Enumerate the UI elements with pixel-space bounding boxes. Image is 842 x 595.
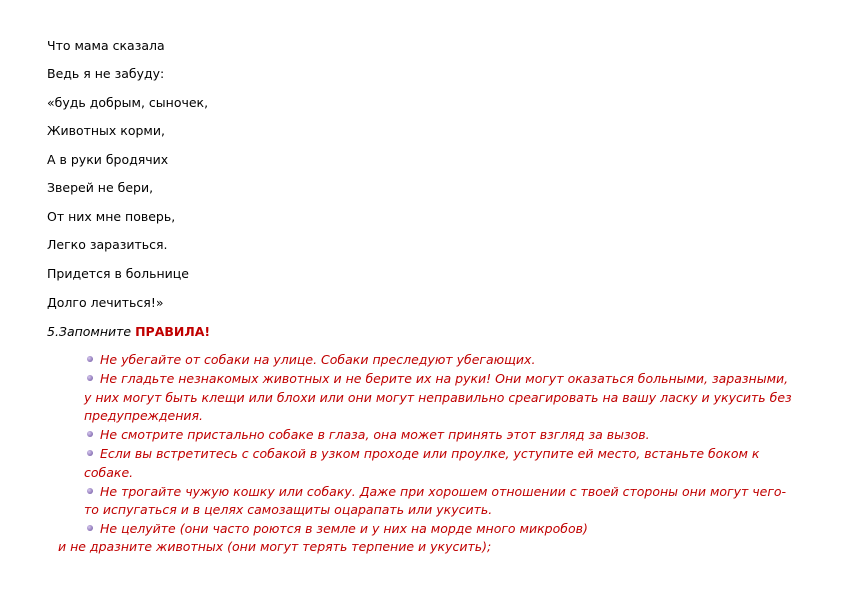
list-item bbox=[84, 351, 794, 370]
list-item bbox=[84, 483, 794, 521]
poem-line: Животных корми, bbox=[47, 123, 165, 138]
poem-line: Зверей не бери, bbox=[47, 180, 154, 195]
list-item bbox=[84, 370, 794, 426]
bullet-icon bbox=[87, 450, 93, 456]
poem-line: От них мне поверь, bbox=[47, 209, 176, 224]
rule-text: Не убегайте от собаки на улице. Собаки преследуют убегающих. bbox=[100, 352, 536, 367]
rule-text: Не трогайте чужую кошку или собаку. Даже при хорошем отношении с твоей стороны они могут чего- то испугаться и в целях самозащиты оцарапать или укусить. bbox=[84, 483, 787, 518]
rules-list bbox=[84, 351, 794, 539]
bullet-icon bbox=[87, 356, 93, 362]
rule-text: Не целуйте (они часто роются в земле и у них на морде много микробов) bbox=[100, 521, 588, 537]
heading-prefix: 5.Запомните bbox=[47, 324, 136, 339]
list-item bbox=[84, 426, 794, 445]
poem-line: Ведь я не забуду: bbox=[47, 66, 165, 81]
poem-line: Легко заразиться. bbox=[47, 237, 168, 252]
poem-line: А в руки бродячих bbox=[47, 152, 169, 167]
closing-line: и не дразните животных (они могут терять терпение и укусить); bbox=[58, 539, 492, 554]
heading-highlight: ПРАВИЛА! bbox=[135, 324, 211, 339]
rule-text: Не гладьте незнакомых животных и не берите их на руки! Они могут оказаться больными, заразными, у них могут быть клещи или блохи или они могут неправильно среагировать на вашу ласку и укусить без предупреждения. bbox=[84, 370, 792, 424]
rule-text: Если вы встретитесь с собакой в узком проходе или проулке, уступите ей место, встаньте боком к собаке. bbox=[84, 445, 760, 480]
list-item bbox=[84, 445, 794, 483]
bullet-icon bbox=[87, 488, 93, 494]
poem-line: Долго лечиться!» bbox=[47, 295, 164, 310]
section-heading bbox=[47, 324, 210, 339]
poem-line: Придется в больнице bbox=[47, 266, 189, 281]
bullet-icon bbox=[87, 431, 93, 437]
list-item bbox=[84, 520, 794, 539]
poem-line: «будь добрым, сыночек, bbox=[47, 95, 209, 110]
bullet-icon bbox=[87, 375, 93, 381]
bullet-icon bbox=[87, 525, 93, 531]
poem-line: Что мама сказала bbox=[47, 38, 165, 53]
rule-text: Не смотрите пристально собаке в глаза, она может принять этот взгляд за вызов. bbox=[100, 427, 650, 443]
